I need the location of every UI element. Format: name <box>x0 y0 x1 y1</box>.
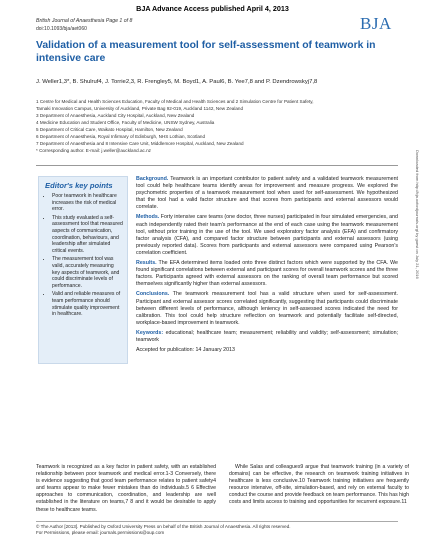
background-text: Teamwork is an important contributor to patient safety and a validated teamwork measurement tool could help healthcare teams identify areas for improvement and measure progress. We explored the psychometric properties of a teamwork measurement tool when used for self-assessment. We hypothesized that the tool had a valid factor structure and that scores from participants and external assessors would correlate. <box>136 176 398 211</box>
journal-logo: BJA <box>360 14 392 33</box>
affiliation-line: Tamaki Innovation Campus, University of Auckland, Private Bag 92-019, Auckland 1142, New Zealand <box>36 106 244 111</box>
footer-divider <box>36 521 398 522</box>
advance-access-banner: BJA Advance Access published April 4, 2013 <box>136 4 289 13</box>
abstract-background <box>136 176 398 211</box>
article-title: Validation of a measurement tool for self-assessment of teamwork in intensive care <box>36 40 376 64</box>
keywords-text: educational; healthcare team; measurement; reliability and validity; self-assessment; simulation; teamwork <box>136 329 398 343</box>
doi-line: doi:10.1093/bja/aet060 <box>36 26 87 32</box>
conclusions-label: Conclusions. <box>136 291 170 298</box>
affiliation-line: 6 Department of Anaesthesia, Royal Infirmary of Edinburgh, NHS Lothian, Scotland <box>36 134 206 139</box>
results-label: Results. <box>136 260 157 267</box>
conclusions-text: The teamwork measurement tool has a valid structure when used for self-assessment. Participant and external assessor scores correlated significantly, suggesting that participants could discriminate between different levels of performance, although leniency in self-assessed scores indicated the need for calibration. This tool could help structure reflection on teamwork and potentially facilitate self-directed, workplace-based improvement in teamwork. <box>136 291 398 326</box>
key-points-box <box>38 176 128 364</box>
key-point-item: • The measurement tool was valid, accurately measuring key aspects of teamwork, and could discriminate levels of performance. <box>52 256 123 289</box>
abstract-keywords <box>136 330 398 344</box>
section-divider <box>36 165 398 166</box>
affiliations <box>36 98 398 154</box>
methods-label: Methods. <box>136 214 160 221</box>
abstract-conclusions <box>136 291 398 326</box>
download-note: Downloaded from http://bja.oxfordjournals.org/ by guest on July 21, 2016 <box>415 150 420 279</box>
key-point-item: • Valid and reliable measures of team performance should stimulate quality improvement in healthcare. <box>52 291 123 317</box>
journal-citation: British Journal of Anaesthesia Page 1 of 8 <box>36 18 133 24</box>
abstract <box>136 176 398 357</box>
body-column-left: Teamwork is recognized as a key factor in patient safety, with an established relationship between poor teamwork and medical error.1-3 Conversely, there is evidence suggesting that good team performance relates to patient safety4 and teams appear to make fewer mistakes than do individuals.5 6 Effective approaches to communication, coordination, and leadership are well established in the literature on teams,7 8 and it would be desirable to apply these to healthcare teams. <box>36 464 216 513</box>
affiliation-line: 1 Centre for Medical and Health Sciences Education, Faculty of Medical and Health Sciences and 2 Simulation Centre for Patient Safety, <box>36 99 314 104</box>
key-points-list <box>39 193 127 318</box>
methods-text: Forty intensive care teams (one doctor, three nurses) participated in four simulated emergencies, and each independently rated their team's performance at the end of each case using the teamwork measurement tool, without prior training in the use of the tool. We used exploratory factor analysis (EFA) and confirmatory factor analysis (CFA), and compared factor structure between participants and external assessors (using previously reported data). Scores from participants and external assessors were compared using Pearson's correlation coefficient. <box>136 214 398 256</box>
affiliation-line: 4 Medicine Education and Student Office, Faculty of Medicine, UNSW Sydney, Australia <box>36 120 215 125</box>
key-point-item: • This study evaluated a self-assessment tool that measured aspects of communication, coordination, behaviours, and leadership after simulated critical events. <box>52 215 123 255</box>
affiliation-line: 5 Department of Critical Care, Waikato Hospital, Hamilton, New Zealand <box>36 127 183 132</box>
copyright-notice: © The Author [2013]. Published by Oxford University Press on behalf of the British Journal of Anaesthesia. All rights reserved. <box>36 524 291 529</box>
abstract-results <box>136 260 398 288</box>
abstract-methods <box>136 214 398 257</box>
results-text: The EFA determined items loaded onto three distinct factors which were supported by the CFA. We found significant correlations between external and participant scores for overall teamwork scores and the three factors. Participants agreed with external assessors on the ranking of overall team performance but scored themselves significantly higher than external assessors. <box>136 260 398 288</box>
corresponding-author: * Corresponding author. E-mail: j.weller@auckland.ac.nz <box>36 148 151 153</box>
key-points-title: Editor's key points <box>45 181 113 190</box>
body-column-right: While Salas and colleagues9 argue that teamwork training (in a variety of domains) can be effective, the research on teamwork training initiatives in healthcare is less conclusive.10 Teamwork training initiatives are frequently resource intensive, off-site, simulation-based, and rely on external faculty to conduct the course and provide feedback on team performance. This has high costs and limits access to training and opportunities for recurrent exposure.11 <box>229 464 409 506</box>
keywords-label: Keywords: <box>136 329 164 336</box>
footer <box>36 524 398 537</box>
accepted-date: Accepted for publication: 14 January 2013 <box>136 347 235 354</box>
key-point-item: • Poor teamwork in healthcare increases the risk of medical error. <box>52 193 123 213</box>
background-label: Background. <box>136 176 169 182</box>
permissions-notice: For Permissions, please email: journals.permissions@oup.com <box>36 530 165 536</box>
affiliation-line: 7 Department of Anaesthesia and 8 Intensive Care Unit, Middlemore Hospital, Auckland, New Zealand <box>36 141 244 146</box>
author-list: J. Weller1,3*, B. Shulruf4, J. Torrie2,3, R. Frengley5, M. Boyd1, A. Paul6, B. Yee7,8 and P. Dzendrowskyj7,8 <box>36 79 318 85</box>
affiliation-line: 3 Department of Anaesthesia, Auckland City Hospital, Auckland, New Zealand <box>36 113 195 118</box>
